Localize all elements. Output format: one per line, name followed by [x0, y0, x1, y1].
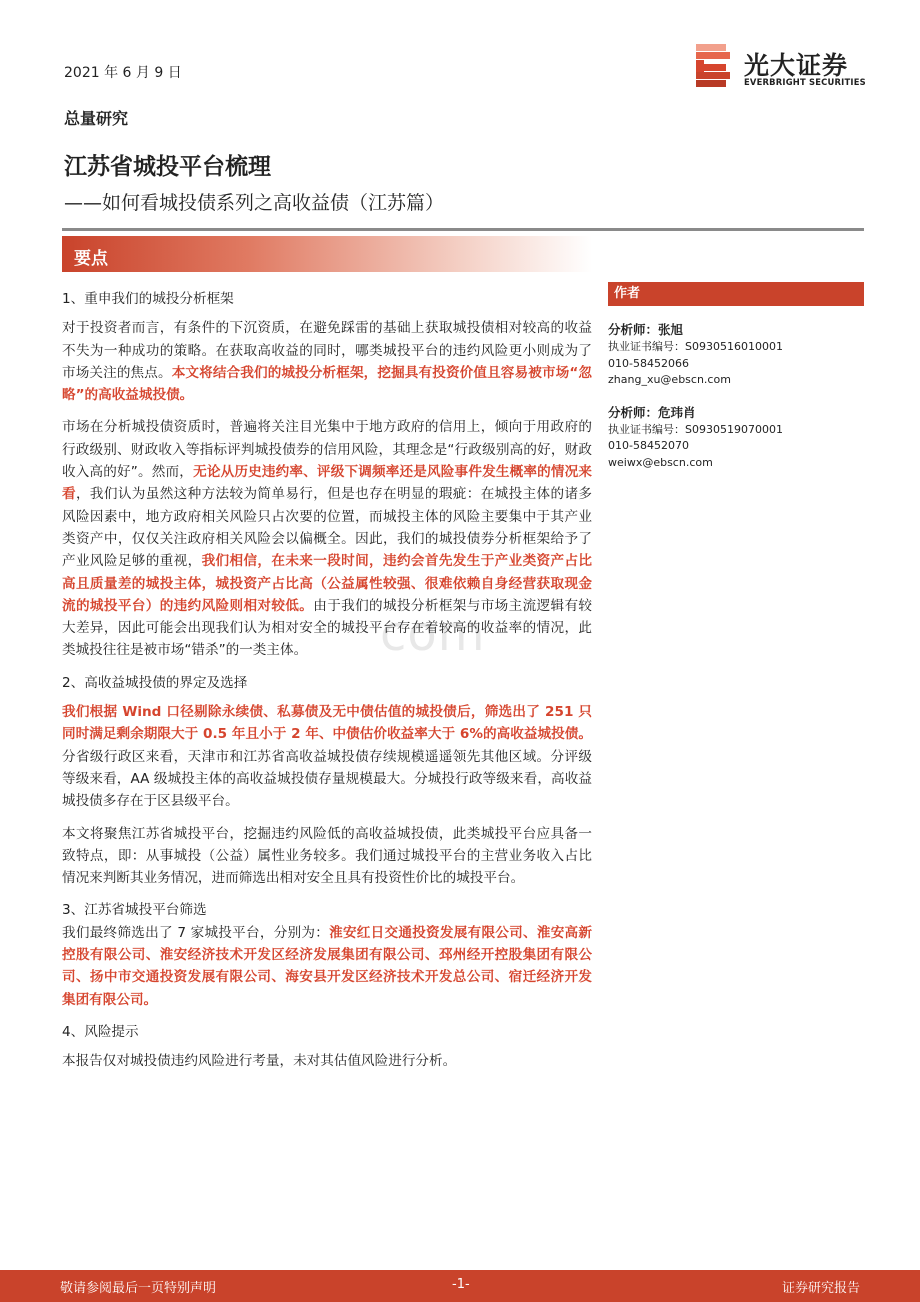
section-heading-4: 4、风险提示 — [62, 1023, 139, 1040]
analyst-email: weiwx@ebscn.com — [608, 455, 713, 469]
paragraph-1: 对于投资者而言，有条件的下沉资质，在避免踩雷的基础上获取城投债相对较高的收益不失为一种成功的策略。在获取高收益的同时，哪类城投平台的违约风险更小则成为了市场关注的焦点。本文将结合我们的城投分析框架，挖掘具有投资价值且容易被市场“忽略”的高收益城投债。 — [62, 320, 593, 404]
section-heading-2: 2、高收益城投债的界定及选择 — [62, 674, 248, 691]
author-sidebar — [608, 282, 864, 471]
analyst-email: zhang_xu@ebscn.com — [608, 373, 731, 386]
analyst-cert: 执业证书编号：S0930516010001 — [608, 340, 783, 353]
section-heading-1: 1、重申我们的城投分析框架 — [62, 291, 234, 307]
analyst-phone: 010-58452066 — [608, 356, 689, 370]
everbright-logo-icon — [696, 44, 736, 94]
logo-english-name: EVERBRIGHT SECURITIES — [744, 77, 866, 87]
analyst-card — [608, 403, 864, 472]
analyst-name: 分析师：张旭 — [608, 322, 684, 337]
report-title: 江苏省城投平台梳理 — [64, 154, 271, 180]
title-divider — [62, 228, 864, 231]
paragraph-5: 我们最终筛选出了 7 家城投平台，分别为：淮安红日交通投资发展有限公司、淮安高新控股有限公司、淮安经济技术开发区经济发展集团有限公司、邳州经开控股集团有限公司、扬中市交通投资发展有限公司、海安县开发区经济技术开发总公司、宿迁经济开发集团有限公司。 — [62, 924, 593, 1008]
paragraph-2: 市场在分析城投债资质时，普遍将关注目光集中于地方政府的信用上，倾向于用政府的行政级别、财政收入等指标评判城投债券的信用风险，其理念是“行政级别高的好，财政收入高的好”。然而，无论从历史违约率、评级下调频率还是风险事件发生概率的情况来看，我们认为虽然这种方法较为简单易行，但是也存在明显的瑕疵：在城投主体的诸多风险因素中，地方政府相关风险只占次要的位置，而城投主体的风险主要集中于其产业类资产中，仅仅关注政府相关风险会以偏概全。因此，我们的城投债券分析框架给予了产业风险足够的重视，我们相信，在未来一段时间，违约会首先发生于产业类资产占比高且质量差的城投主体，城投资产占比高（公益属性较强、很难依赖自身经营获取现金流的城投平台）的违约风险则相对较低。由于我们的城投分析框架与市场主流逻辑有较大差异，因此可能会出现我们认为相对安全的城投平台存在着较高的收益率的情况，此类城投往往是被市场“错杀”的一类主体。 — [62, 419, 593, 659]
analyst-name: 分析师：危玮肖 — [608, 404, 696, 420]
highlight-text: 本文将结合我们的城投分析框架，挖掘具有投资价值且容易被市场“忽略”的高收益城投债。 — [62, 364, 593, 404]
report-date: 2021 年 6 月 9 日 — [64, 65, 182, 81]
section-heading-3: 3、江苏省城投平台筛选 — [62, 902, 207, 919]
report-type: 证券研究报告 — [781, 1281, 860, 1296]
key-points-banner — [62, 236, 592, 272]
page-number: -1- — [452, 1277, 470, 1292]
disclaimer-note: 敬请参阅最后一页特别声明 — [60, 1281, 217, 1296]
analyst-card — [608, 320, 864, 389]
highlight-text: 我们根据 Wind 口径剔除永续债、私募债及无中债估值的城投债后，筛选出了 251 只同时满足剩余期限大于 0.5 年且小于 2 年、中债估价收益率大于 6%的高收益城投债。 — [62, 704, 592, 743]
analyst-phone: 010-58452070 — [608, 439, 689, 452]
report-category: 总量研究 — [64, 109, 129, 128]
highlight-text: 淮安红日交通投资发展有限公司、淮安高新控股有限公司、淮安经济技术开发区经济发展集团有限公司、邳州经开控股集团有限公司、扬中市交通投资发展有限公司、海安县开发区经济技术开发总公司、宿迁经济开发集团有限公司。 — [62, 924, 593, 1008]
paragraph-4: 本文将聚焦江苏省城投平台，挖掘违约风险低的高收益城投债，此类城投平台应具备一致特点，即：从事城投（公益）属性业务较多。我们通过城投平台的主营业务收入占比情况来判断其业务情况，进而筛选出相对安全且具有投资性价比的城投平台。 — [62, 825, 592, 887]
analyst-cert: 执业证书编号：S0930519070001 — [608, 422, 783, 436]
main-content — [62, 288, 592, 1083]
highlight-text: 无论从历史违约率、评级下调频率还是风险事件发生概率的情况来看 — [62, 464, 593, 503]
company-logo — [696, 44, 866, 94]
paragraph-3: 我们根据 Wind 口径剔除永续债、私募债及无中债估值的城投债后，筛选出了 251 只同时满足剩余期限大于 0.5 年且小于 2 年、中债估价收益率大于 6%的高收益城投债。分省级行政区来看，天津市和江苏省高收益城投债存续规模遥遥领先其他区域。分评级等级来看，AA 级城投主体的高收益城投债存量规模最大。分城投行政等级来看，高收益城投债多存在于区县级平台。 — [62, 704, 592, 810]
paragraph-6: 本报告仅对城投债违约风险进行考量，未对其估值风险进行分析。 — [62, 1053, 457, 1070]
key-points-label: 要点 — [74, 249, 108, 269]
report-subtitle: ——如何看城投债系列之高收益债（江苏篇） — [64, 192, 445, 214]
author-header: 作者 — [608, 282, 864, 306]
logo-chinese-name: 光大证券 — [744, 51, 849, 80]
page-footer — [0, 1270, 920, 1302]
highlight-text: 我们相信，在未来一段时间，违约会首先发生于产业类资产占比高且质量差的城投主体，城投资产占比高（公益属性较强、很难依赖自身经营获取现金流的城投平台）的违约风险则相对较低。 — [62, 553, 593, 614]
watermark: com — [380, 606, 486, 662]
